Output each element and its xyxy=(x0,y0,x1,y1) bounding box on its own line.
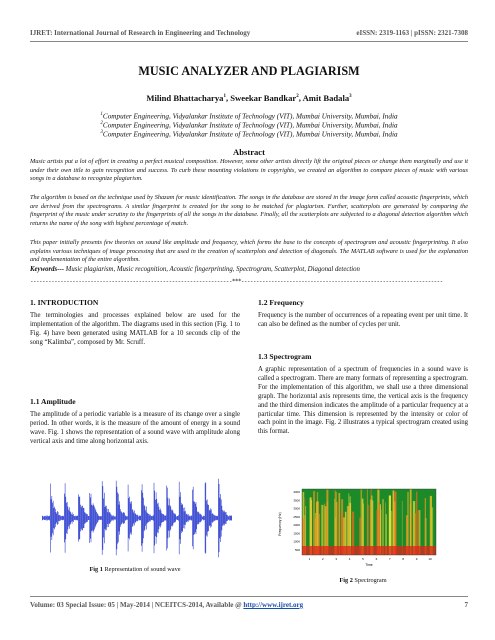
spectrogram-y-tick: 3500 xyxy=(293,498,300,503)
spectrogram-x-tick: 1 xyxy=(308,557,311,561)
spectrogram-x-tick: 9 xyxy=(415,557,418,561)
page-number: 7 xyxy=(464,601,468,609)
spectrogram-band xyxy=(361,490,363,556)
abstract-paragraph: This paper initially presents few theories on sound like amplitude and frequency, which forms the base to the concepts of spectrogram and acoustic fingerprinting. It also explains various techniques of image processing that are used in the creation of scatterplots and detection of diagonals. The MATLAB software is used for the explanation and implementation of the entire algorithm. xyxy=(30,239,468,264)
spectrogram-y-tick: 3000 xyxy=(293,506,300,511)
spectrogram-x-tick: 3 xyxy=(335,557,338,561)
spectrogram-band xyxy=(336,492,338,555)
section-heading-amplitude: 1.1 Amplitude xyxy=(30,397,76,406)
introduction-text: The terminologies and processes explained below are used for the implementation of the algorithm. The diagrams used in this section (Fig. 1 to Fig. 4) have been generated using MATLAB for a 10 seconds clip of the song “Kalimba”, composed by Mr. Scruff. xyxy=(30,312,240,346)
section-heading-frequency: 1.2 Frequency xyxy=(258,298,304,307)
spectrogram-x-tick: 10 xyxy=(428,557,432,561)
amplitude-text: The amplitude of a periodic variable is a measure of its change over a single period. In other words, it is the measure of the amount of energy in a sound wave. Fig. 1 shows the representation of a sound wave with amplitude along vertical axis and time along horizontal axis. xyxy=(30,411,240,445)
spectrogram-x-tick: 4 xyxy=(348,557,351,561)
spectrogram-band xyxy=(410,489,412,555)
spectrogram-band xyxy=(326,490,328,555)
header-rule xyxy=(30,41,468,42)
spectrogram-x-ticks xyxy=(309,557,432,561)
spectrogram-low-band xyxy=(302,546,436,555)
author-name: Milind Bhattacharya xyxy=(146,93,224,103)
figure-2-caption: Fig 2 Spectrogram xyxy=(339,577,387,584)
spectrogram-y-tick: 2500 xyxy=(293,514,300,519)
footer-volume: Volume: 03 Special Issue: 05 | May-2014 | NCEITCS-2014, Available @ http://www.ijret.org xyxy=(30,601,304,609)
journal-name: IJRET: International Journal of Research in Engineering and Technology xyxy=(30,29,251,37)
spectrogram-x-label: Time xyxy=(365,563,373,567)
figure-1-waveform xyxy=(42,468,232,568)
author-list: Milind Bhattacharya$^1$, Sweekar Bandkar$^2$, Amit Badala$^3$ xyxy=(146,93,352,103)
running-footer xyxy=(30,601,468,609)
spectrogram-band xyxy=(416,492,417,555)
abstract-heading: Abstract xyxy=(233,147,265,157)
footer-rule xyxy=(30,596,468,597)
spectrogram-x-tick: 8 xyxy=(402,557,405,561)
author-name: Sweekar Bandkar xyxy=(230,93,297,103)
spectrogram-band xyxy=(339,493,341,555)
author-name: Amit Badala xyxy=(302,93,350,103)
spectrogram-y-tick: 2000 xyxy=(293,523,300,527)
spectrogram-x-tick: 2 xyxy=(321,557,324,561)
spectrogram-text: A graphic representation of a spectrum of frequencies in a sound wave is called a spectrogram. There are many formats of representing a spectrogram. For the implementation of this algorithm, we shall use a three dimensional graph. The horizontal axis represents time, the vertical axis is the frequency and the third dimension indicates the amplitude of a particular frequency at a particular time. This dimension is represented by the intensity or color of each point in the image. Fig. 2 illustrates a typical spectrogram created using this format. xyxy=(258,366,468,436)
frequency-text: Frequency is the number of occurrences of a repeating event per unit time. It can also be defined as the number of cycles per unit. xyxy=(258,312,468,328)
keywords-text: Music plagiarism, Music recognition, Acoustic fingerprinting, Spectrogram, Scatterplot, Diagonal detection xyxy=(63,266,360,273)
journal-link[interactable]: http://www.ijret.org xyxy=(243,601,304,609)
affiliation: $^2$Computer Engineering, Vidyalankar Institute of Technology (VIT), Mumbai University, Mumbai, India xyxy=(100,121,398,130)
figure-2-spectrogram xyxy=(276,484,446,568)
running-header xyxy=(30,29,468,37)
spectrogram-y-tick: 4000 xyxy=(293,490,300,494)
affiliation: $^1$Computer Engineering, Vidyalankar Institute of Technology (VIT), Mumbai University, Mumbai, India xyxy=(100,112,398,121)
figure-1-caption: Fig 1 Representation of sound wave xyxy=(89,566,181,573)
spectrogram-band xyxy=(393,491,394,555)
spectrogram-x-tick: 7 xyxy=(388,557,391,561)
spectrogram-y-ticks xyxy=(293,490,300,552)
spectrogram-x-tick: 6 xyxy=(375,557,378,561)
abstract-paragraph: The algorithm is based on the technique used by Shazam for music identification. The songs in the database are stored in the image form called acoustic fingerprints, which are derived from the spectrograms. A similar fingerprint is created for the song to be matched for plagiarism. Further, scatterplots are generated by comparing the fingerprint of the music under scrutiny to the fingerprints of all the songs in the database. Finally, all the scatterplots are subjected to a diagonal detection algorithm which returns the name of the song with highest percentage of match. xyxy=(30,194,468,227)
keywords xyxy=(30,265,468,274)
spectrogram-y-label: Frequency (Hz) xyxy=(278,512,282,536)
waveform-trace xyxy=(42,479,232,558)
spectrogram-band xyxy=(407,492,409,555)
waveform-path xyxy=(42,479,232,558)
keywords-label: Keywords--- xyxy=(30,266,64,273)
issn: eISSN: 2319-1163 | pISSN: 2321-7308 xyxy=(356,29,468,37)
spectrogram-band xyxy=(367,489,368,555)
spectrogram-band xyxy=(313,491,315,555)
section-separator: -------------------------------------------------------------------***------------------------------------------------------------------- xyxy=(30,278,443,285)
affiliation: $^3$Computer Engineering, Vidyalankar Institute of Technology (VIT), Mumbai University, Mumbai, India xyxy=(100,130,398,139)
section-heading-spectrogram: 1.3 Spectrogram xyxy=(258,352,312,361)
spectrogram-y-tick: 1000 xyxy=(293,539,300,544)
spectrogram-x-tick: 5 xyxy=(362,557,364,561)
spectrogram-y-tick: 500 xyxy=(294,547,300,552)
spectrogram-y-tick: 1500 xyxy=(293,531,300,536)
paper-title: MUSIC ANALYZER AND PLAGIARISM xyxy=(138,64,360,78)
section-heading-introduction: 1. INTRODUCTION xyxy=(30,298,99,307)
abstract-paragraph: Music artists put a lot of effort in creating a perfect musical composition. However, some other artists directly lift the original pieces or change them marginally and use it under their own title to gain recognition and success. To curb these mounting violations in copyrights, we created an algorithm to compare pieces of music with various songs in a database to recognize plagiarism. xyxy=(30,158,468,183)
